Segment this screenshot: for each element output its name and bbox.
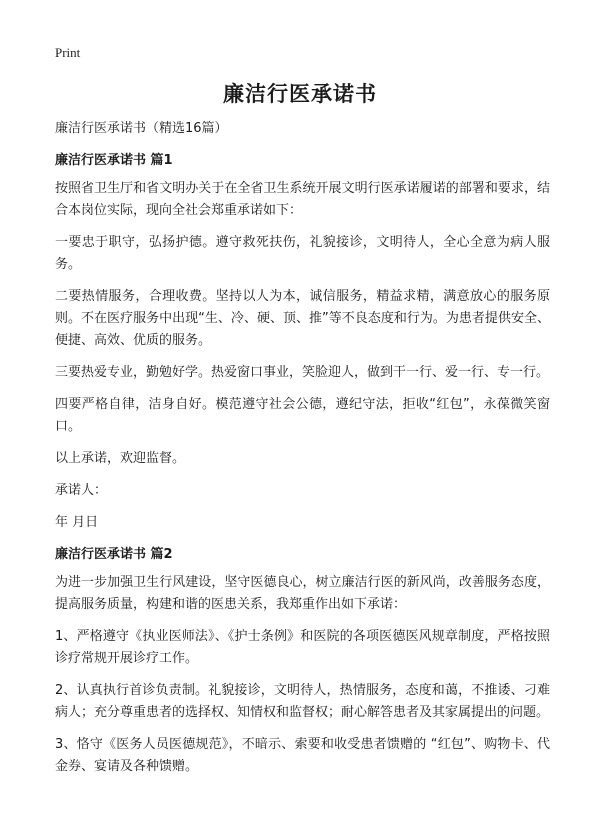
print-link[interactable]: Print bbox=[55, 45, 81, 60]
section-2 bbox=[55, 544, 550, 778]
document-subtitle: 廉洁行医承诺书（精选16篇） bbox=[55, 121, 228, 136]
section-heading: 廉洁行医承诺书 篇1 bbox=[55, 153, 173, 168]
document-title: 廉洁行医承诺书 bbox=[223, 82, 377, 106]
paragraph: 三要热爱专业，勤勉好学。热爱窗口事业，笑脸迎人，做到干一行、爱一行、专一行。 bbox=[55, 365, 550, 380]
paragraph: 二要热情服务，合理收费。坚持以人为本，诚信服务，精益求精，满意放心的服务原则。不在医疗服务中出现“生、冷、硬、顶、推”等不良态度和行为。为患者提供安全、便捷、高效、优质的服务。 bbox=[55, 289, 550, 348]
document-body bbox=[55, 118, 550, 788]
date-line: 年 月日 bbox=[55, 515, 99, 530]
paragraph: 2、认真执行首诊负责制。礼貌接诊，文明待人，热情服务，态度和蔼，不推诿、刁难病人；充分尊重患者的选择权、知情权和监督权；耐心解答患者及其家属提出的问题。 bbox=[55, 683, 550, 720]
paragraph: 为进一步加强卫生行风建设，坚守医德良心，树立廉洁行医的新风尚，改善服务态度，提高服务质量，构建和谐的医患关系，我郑重作出如下承诺： bbox=[55, 575, 550, 612]
paragraph: 1、严格遵守《执业医师法》、《护士条例》和医院的各项医德医风规章制度，严格按照诊疗常规开展诊疗工作。 bbox=[55, 629, 550, 666]
paragraph: 以上承诺，欢迎监督。 bbox=[55, 451, 186, 466]
section-1 bbox=[55, 150, 550, 534]
paragraph: 四要严格自律，洁身自好。模范遵守社会公德，遵纪守法，拒收“红包”，永葆微笑窗口。 bbox=[55, 397, 550, 434]
section-heading: 廉洁行医承诺书 篇2 bbox=[55, 547, 173, 562]
signature-label: 承诺人： bbox=[55, 483, 108, 498]
paragraph: 3、恪守《医务人员医德规范》，不暗示、索要和收受患者馈赠的 “红包”、购物卡、代金券、宴请及各种馈赠。 bbox=[55, 737, 550, 774]
paragraph: 一要忠于职守，弘扬护德。遵守救死扶伤，礼貌接诊，文明待人，全心全意为病人服务。 bbox=[55, 235, 550, 272]
paragraph: 按照省卫生厅和省文明办关于在全省卫生系统开展文明行医承诺履诺的部署和要求，结合本岗位实际，现向全社会郑重承诺如下： bbox=[55, 181, 550, 218]
